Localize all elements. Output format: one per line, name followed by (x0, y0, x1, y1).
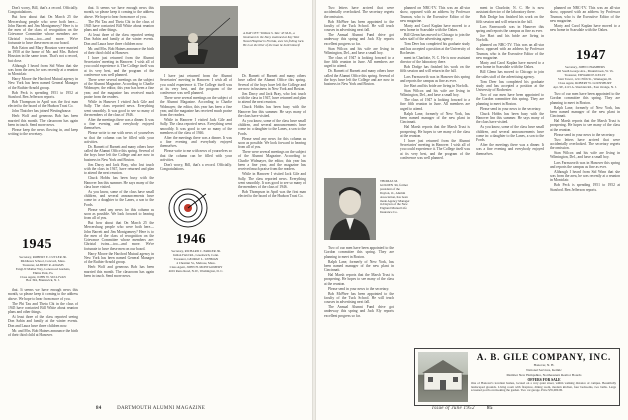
paragraph: Although I heard from Sid Winn that she was from the area, he was recently at a reunion in Montclair. (8, 63, 78, 77)
officer-line: Indian Field Rd., Greenwich, Conn. (173, 252, 219, 257)
column-7 (476, 6, 544, 342)
ad-company-name: A. B. GILE COMPANY, INC. (476, 352, 612, 362)
paragraph: There were several meetings on the subject of the Alumni Magazine. According to Charlie Widmayer, the editor, this year has been a fine year, and the magazine has received much praise from the readers. (238, 150, 306, 172)
class-year-1946: 1946 (176, 232, 206, 247)
paragraph: planned on NBC-TV. This was an all-star show, opposed with an address by Professor Truman, who is the Executive Editor of the new magazine. (476, 43, 544, 60)
house-icon (418, 352, 468, 402)
officer-line: Secretary, JOHN CHAMBERS (565, 65, 605, 69)
ad-city: Hanover, N. H. (533, 363, 555, 367)
column-8-top (550, 6, 620, 40)
paragraph: planned on NBC-TV. This was an all-star show, opposed with an address by Professor Truman, who is the Executive Editor of the new magazine. (400, 6, 470, 23)
officer-line: Starr Tower, 1211 Fifth St., Waukegan, Ill. (557, 76, 613, 81)
officer-line: 4601 Reno Road, N.W., Washington, D. C. (168, 268, 224, 273)
paragraph: Marty and Carol Kaplan have moved to a new home in Scarsdale with the Oakes. (400, 23, 470, 33)
paragraph: Lars Farnsworth was in Hanover this spring and reports the campus as fine as ever. (400, 74, 470, 83)
paragraph: Bob Dodge has finished his work on the fifth session and will return in the fall. (400, 65, 470, 74)
class-officers-1946 (160, 250, 232, 273)
ad-body-text: One of Hanover's loveliest homes, located on a very quiet street, within walking distance of campus. Beautifully landscaped grounds. Living room with fireplace, dining room, modern kitchen, four bedrooms, two baths. Large screened porch overlooking the garden. Two car garage. Price $35,000.00. (471, 382, 616, 393)
paragraph: Jim Darcy and Jack Bray, who lost touch with the class in 1947, have returned and plan to attend the next reunion. (238, 91, 306, 105)
officer-line: 4 Chestnut St., Melrose, Mass. (176, 260, 216, 265)
paragraph: Stan Wilcox and his wife are living in Wilmington, Del., and have a small boy. (400, 88, 470, 98)
paragraph: As you know, some of the class have small children, and several announcements have come in: a daughter to the Lanes, a son to the Fords. (84, 189, 154, 207)
fishing-photo (160, 6, 238, 68)
paragraph: Ralph Lane, formerly of New York, has been named manager of the new plant in Cincinnati. (400, 111, 470, 125)
paragraph: Harry Moore the Hartford Mutual agency in New York has been named General Manager of the Ruthin-Arnold group. (8, 77, 78, 90)
paragraph: Bob Peck is spending 1951 to 1952 at Stanford. Ben Jefferson reports. (550, 183, 620, 192)
paragraph: Joe Hart and his bride are living in Norfolk. (476, 33, 544, 43)
paragraph: The Phi Tau and Theta Chi in the class of 1945 have contacted Bill White about reunion plans and other things. (84, 19, 154, 33)
paragraph: Ralph Lane, formerly of New York, has been named manager of the new plant in Cincinnati. (324, 259, 394, 273)
column-6 (400, 6, 470, 342)
paragraph: Lars Farnsworth was in Hanover this spring and reports the campus as fine as ever. (550, 160, 620, 169)
gile-company-advertisement[interactable] (414, 348, 620, 406)
paragraph: Bill Glenn has moved to Chicago to join the sales staff of the advertising agency. (476, 70, 544, 79)
paragraph: Herb Wolf and generous Bob has been married this month. The classroom has again been in touch. Send more news. (84, 265, 154, 278)
fishing-photo-art (160, 6, 238, 68)
paragraph: planned on NBC-TV. This was an all-star show, opposed with an address by Professor Truman, who is the Executive Editor of the new magazine. (550, 6, 620, 23)
column-2 (84, 6, 154, 402)
paragraph: Tom Deer has completed his graduate study and has accepted a position at the University of Rochester. (400, 42, 470, 55)
paragraph: Bob McPhee has been appointed to the faculty of the Tuck School. He will teach courses in advertising next fall. (324, 19, 394, 33)
left-footer (96, 406, 205, 411)
class-officers-1947 (550, 66, 620, 89)
paragraph: Bob Eaton and Mary Houston were married in 1950 at the home of Mr. and Mrs. Robert Houston in the same town. That's not a record, but close. (8, 45, 78, 63)
officer-line: Class Agent, JOHN H. MONTGOMERY (169, 264, 223, 269)
paragraph: Two of our men have been appointed to the Gordon committee this spring. They are planning to meet in Boston. (550, 92, 620, 105)
paragraph: Please send any news for this column as soon as possible. We look forward to hearing from all of you. (84, 207, 154, 221)
paragraph: The class of 1947 is looking forward to a fine fifth reunion in June. All members are urged to attend. (400, 98, 470, 111)
ad-services: National Services, Kemtic (526, 368, 562, 372)
officer-line: 102 South George Ave., Maunsbrook, W. Va. (556, 68, 614, 73)
paragraph: Herb Wolf and generous Bob has been married this month. The classroom has again been in touch. Send more news. (8, 114, 78, 127)
paragraph: But how about that On March 25 the Mercersburg people who were both here—John Barrett and Jim Montgomery? Here is to the men of the class of recognition on the Grievance Committee whose members are: Ghristal twins—too—and more. We're fortunate to have these men on our board. (84, 221, 154, 251)
paragraph: I have just returned from the Alumni Secretaries' meeting in Hanover. I wish all of you could experience it. The College itself was at its very best, and the program of the conference was well planned. (160, 74, 232, 95)
class-officers-1945 (8, 256, 78, 283)
paragraph: But how about that On March 25 the Mercersburg people who were both here—John Barrett and Jim Montgomery? Here is to the men of the class of recognition on the Grievance Committee whose members are: Ghristal twins—too—and more. We're fortunate to have these men on our board. (8, 15, 78, 45)
paragraph: Tom Deer has completed his graduate study and has accepted a position at the University of Rochester. (476, 79, 544, 93)
paragraph: While in Hanover I visited Jack Gile and Sally. The class reported news. Everything went smoothly. It was good to see so many of the members of the class of 1946. (238, 172, 306, 190)
officer-line: Middlesex School, Concord, Mass. (20, 258, 66, 263)
paragraph: I have just returned from the Alumni Secretaries' meeting in Hanover. I wish all of you could experience it. The College itself was at its very best, and the program of the conference was well planned. (400, 138, 470, 160)
paragraph: At least three of the class reported seeing Don Sabin and family at the winter events. Don and Laura have three children now. (8, 315, 78, 328)
officer-line: Box 394, Brunswick, N. J. (26, 278, 60, 283)
paragraph: As you know, some of the class have small children, and several announcements have come in: a daughter to the Lanes, a son to the Fords. (238, 118, 306, 136)
paragraph: Chuck Hobbs has been busy with the Hanover Inn this summer. He says many of the class have visited. (238, 105, 306, 118)
paragraph: Mr. and Mrs. Bob Haines announce the birth of their third child at Hanover. (84, 46, 154, 55)
paragraph: Please send any news for this column as soon as possible. We look forward to hearing from all of you. (238, 136, 306, 150)
paragraph: Chuck Hobbs has been busy with the Hanover Inn this summer. He says many of the class have visited. (84, 176, 154, 189)
class-year-1945: 1945 (22, 237, 52, 252)
paragraph: At least three of the class reported seeing Don Sabin and family at the winter events. Don and Laura have three children now. (84, 33, 154, 46)
photo-caption-left: A DAY OFF: William S. Tate '43 M.D., a lieutenant in the Navy stationed at Key West Naval Hospital in Florida, uses his fishing luck. He is at the tiller of the boat he built himself. (243, 31, 305, 47)
paragraph: Hal Marsh reports that the Marsh Trust is prospering. He hopes to see many of the class at the reunion. (550, 119, 620, 132)
paragraph: Harry Moore the Hartford Mutual agency in New York has been named General Manager of the Ruthin-Arnold group. (84, 251, 154, 265)
paragraph: Ralph Lane, formerly of New York, has been named manager of the new plant in Cincinnati. (550, 105, 620, 119)
paragraph: Bill Glenn has moved to Chicago to join the sales staff of the advertising agency. (400, 33, 470, 42)
right-footer (432, 406, 493, 411)
paragraph: After the meetings there was a dinner. It was a fine evening and everybody enjoyed themselves. (160, 135, 232, 149)
column-5-lower (324, 246, 394, 400)
paragraph: Dr. Barnett of Barnett and many others have called the Alumni Office this spring. Several of the boys have left the College and are now in business in New York and Boston. (84, 144, 154, 162)
paragraph: The Annual Alumni Fund drive got underway this spring and Jack Ely reports excellent progress so far. (324, 33, 394, 46)
column-1 (8, 6, 78, 228)
column-8 (550, 92, 620, 342)
paragraph: The Annual Alumni Fund drive got underway this spring and Jack Ely reports excellent progress so far. (324, 305, 394, 318)
paragraph: Two letters have arrived that were accidentally overlooked. The secretary regrets the omission. (550, 137, 620, 151)
paragraph: Joe Hart and his bride are living in Norfolk. (404, 83, 469, 88)
paragraph: Please keep the news flowing in, and keep writing to the secretary. (8, 127, 78, 137)
paragraph: Please send in your news to the secretary. (328, 286, 390, 291)
column-1-lower (8, 288, 78, 400)
house-photo (418, 352, 468, 402)
column-5 (324, 6, 394, 174)
officer-line: Class Agent, JOHN W. SULLIVAN (20, 274, 66, 279)
paragraph: Bob Thompson in April was the first man elected to the board of the Hudson Trust Co. (8, 100, 78, 109)
officer-line: Secretary, RICHARD C. PARKER JR. (171, 249, 221, 253)
paragraph: John Thatcher has joined Westinghouse. (12, 109, 72, 114)
paragraph: that. It seems we have enough news this month, so please keep it coming to the address above. We hope to hear from more of you. (84, 6, 154, 19)
paragraph: While in Hanover I visited Jack Gile and Sally. The class reported news. Everything went smoothly. It was good to see so many of the members of the class of 1946. (160, 118, 232, 135)
paragraph: Two of our men have been appointed to the Gordon committee this spring. They are planning to meet in Boston. (324, 246, 394, 259)
officer-line: Secretary, ROBERT E. CUTLER JR. (19, 255, 67, 259)
paragraph: Two of our men have been appointed to the Gordon committee this spring. They are planning to meet in Boston. (476, 93, 544, 106)
paragraph: I have just returned from the Alumni Secretaries' meeting in Hanover. I wish all of you could experience it. The College itself was at its very best, and the program of the conference was well planned. (84, 55, 154, 77)
paragraph: Please write to me with news of yourselves so that the column can be filled with your activities. (84, 131, 154, 144)
column-4 (238, 74, 306, 400)
paragraph: Don't worry, Bill, that's a record. Officially. Congratulations. (160, 162, 232, 172)
officer-line: Apt. 9E, 4115 A. Sheridan Rd., East Orange, N. J. (553, 84, 617, 89)
issue-date: Issue of June 1952 (432, 406, 475, 411)
target-icon (168, 188, 208, 228)
paragraph: Two letters have arrived that were accidentally overlooked. The secretary regrets the omission. (324, 6, 394, 19)
paragraph: ment in Charlotte, N. C. He is now assistant director of the laboratory there. (400, 55, 470, 65)
paragraph: Marty and Carol Kaplan have moved to a new home in Scarsdale with the Oakes. (476, 60, 544, 70)
paragraph: Don't worry, Bill, that's a record. Officially. Congratulations. (8, 6, 78, 15)
paragraph: Mr. and Mrs. Bob Haines announce the birth of their third child at Hanover. (8, 328, 78, 337)
paragraph: As you know, some of the class have small children, and several announcements have come in: a daughter to the Lanes, a son to the Fords. (476, 125, 544, 143)
class-emblem-1946 (168, 188, 208, 228)
paragraph: After the meetings there was a dinner. It was a fine evening and everybody enjoyed themselves. (476, 143, 544, 156)
paragraph: The Phi Tau and Theta Chi in the class of 1945 have contacted Bill White about reunion plans and other things. (8, 301, 78, 315)
officer-line: Fengl-N Mather Way, Lonewood Gardens, (15, 266, 71, 271)
officer-line: Treasurer, EDWARD P. KELLY (564, 72, 606, 77)
paragraph: After the meetings there was a dinner. It was a fine evening and everybody enjoyed themselves. (84, 117, 154, 131)
paragraph: Bob Dodge has finished his work on the fifth session and will return in the fall. (476, 15, 544, 24)
photo-caption-right: THOMAS M. GOLDEN '46, former president of the Dayton, O., Alumni Association, has been made Agency Manager in Dayton of the New England Mutual Life Insurance Co. (380, 179, 410, 215)
paragraph: Hal Marsh reports that the Marsh Trust is prospering. He hopes to see many of the class at the reunion. (324, 273, 394, 286)
page-number-right: 85 (487, 406, 493, 411)
left-page (0, 0, 312, 420)
paragraph: There were several meetings on the subject of the Alumni Magazine. According to Charlie Widmayer, the editor, this year has been a fine year, and the magazine has received much praise from the readers. (84, 77, 154, 99)
paragraph: Jim Darcy and Jack Bray, who lost touch with the class in 1947, have returned and plan to attend the next reunion. (84, 162, 154, 176)
officer-line: Class Agent, ROBERT W. LOUNSBURY (558, 80, 612, 85)
paragraph: Please send in your news to the secretary. (480, 106, 542, 111)
paragraph: that. It seems we have enough news this month, so please keep it coming to the address above. We hope to hear from more of you. (8, 288, 78, 301)
ad-membership: Member New Hampshire, Northeastern Realtor Boards (506, 372, 582, 377)
paragraph: ment in Charlotte, N. C. He is now assistant director of the laboratory there. (476, 6, 544, 15)
paragraph: Although I heard from Sid Winn that she was from the area, he was recently at a reunion in Montclair. (550, 169, 620, 183)
paragraph: Stan Wilcox and his wife are living in Wilmington, Del., and have a small boy. (324, 46, 394, 55)
officer-line: Elkins Park, Pa. (32, 270, 54, 275)
ad-offer-heading: OFFERS FOR SALE (527, 378, 561, 382)
portrait-photo (324, 178, 376, 240)
paragraph: Stan Wilcox and his wife are living in Wilmington, Del., and have a small boy. (550, 151, 620, 160)
portrait-art (324, 178, 376, 240)
officer-line: Treasurer, GEORGE L. LEHMAN (173, 256, 219, 261)
paragraph: Please send in your news to the secretary. (554, 132, 616, 137)
paragraph: While in Hanover I visited Jack Gile and Sally. The class reported news. Everything went smoothly. It was good to see so many of the members of the class of 1946. (84, 100, 154, 117)
paragraph: The class of 1947 is looking forward to a fine fifth reunion in June. All members are urged to attend. (324, 55, 394, 69)
paragraph: Marty and Carol Kaplan have moved to a new home in Scarsdale with the Oakes. (550, 23, 620, 33)
paragraph: There were several meetings on the subject of the Alumni Magazine. According to Charlie Widmayer, the editor, this year has been a fine year, and the magazine has received much praise from the readers. (160, 96, 232, 118)
class-year-1947: 1947 (576, 48, 606, 63)
paragraph: Bob McPhee has been appointed to the faculty of the Tuck School. He will teach courses in advertising next fall. (324, 291, 394, 305)
page-number-left: 84 (96, 406, 102, 411)
paragraph: Bob Thompson in April was the first man elected to the board of the Hudson Trust Co. (238, 190, 306, 199)
paragraph: Bob Peck is spending 1951 to 1952 at Stanford. Ben Jefferson reports. (8, 90, 78, 99)
paragraph: Hal Marsh reports that the Marsh Trust is prospering. He hopes to see many of the class at the reunion. (400, 125, 470, 138)
paragraph: Lars Farnsworth was in Hanover this spring and reports the campus as fine as ever. (476, 24, 544, 33)
paragraph: Dr. Barnett of Barnett and many others have called the Alumni Office this spring. Several of the boys have left the College and are now in business in New York and Boston. (324, 69, 394, 87)
paragraph: Chuck Hobbs has been busy with the Hanover Inn this summer. He says many of the class have visited. (476, 111, 544, 125)
magazine-title: DARTMOUTH ALUMNI MAGAZINE (117, 406, 206, 411)
officer-line: Treasurer, ALBERT R. ADAMS (22, 262, 64, 267)
paragraph: Please write to me with news of yourselves so that the column can be filled with your activities. (160, 149, 232, 162)
paragraph: Dr. Barnett of Barnett and many others have called the Alumni Office this spring. Several of the boys have left the College and are now in business in New York and Boston. (238, 74, 306, 91)
